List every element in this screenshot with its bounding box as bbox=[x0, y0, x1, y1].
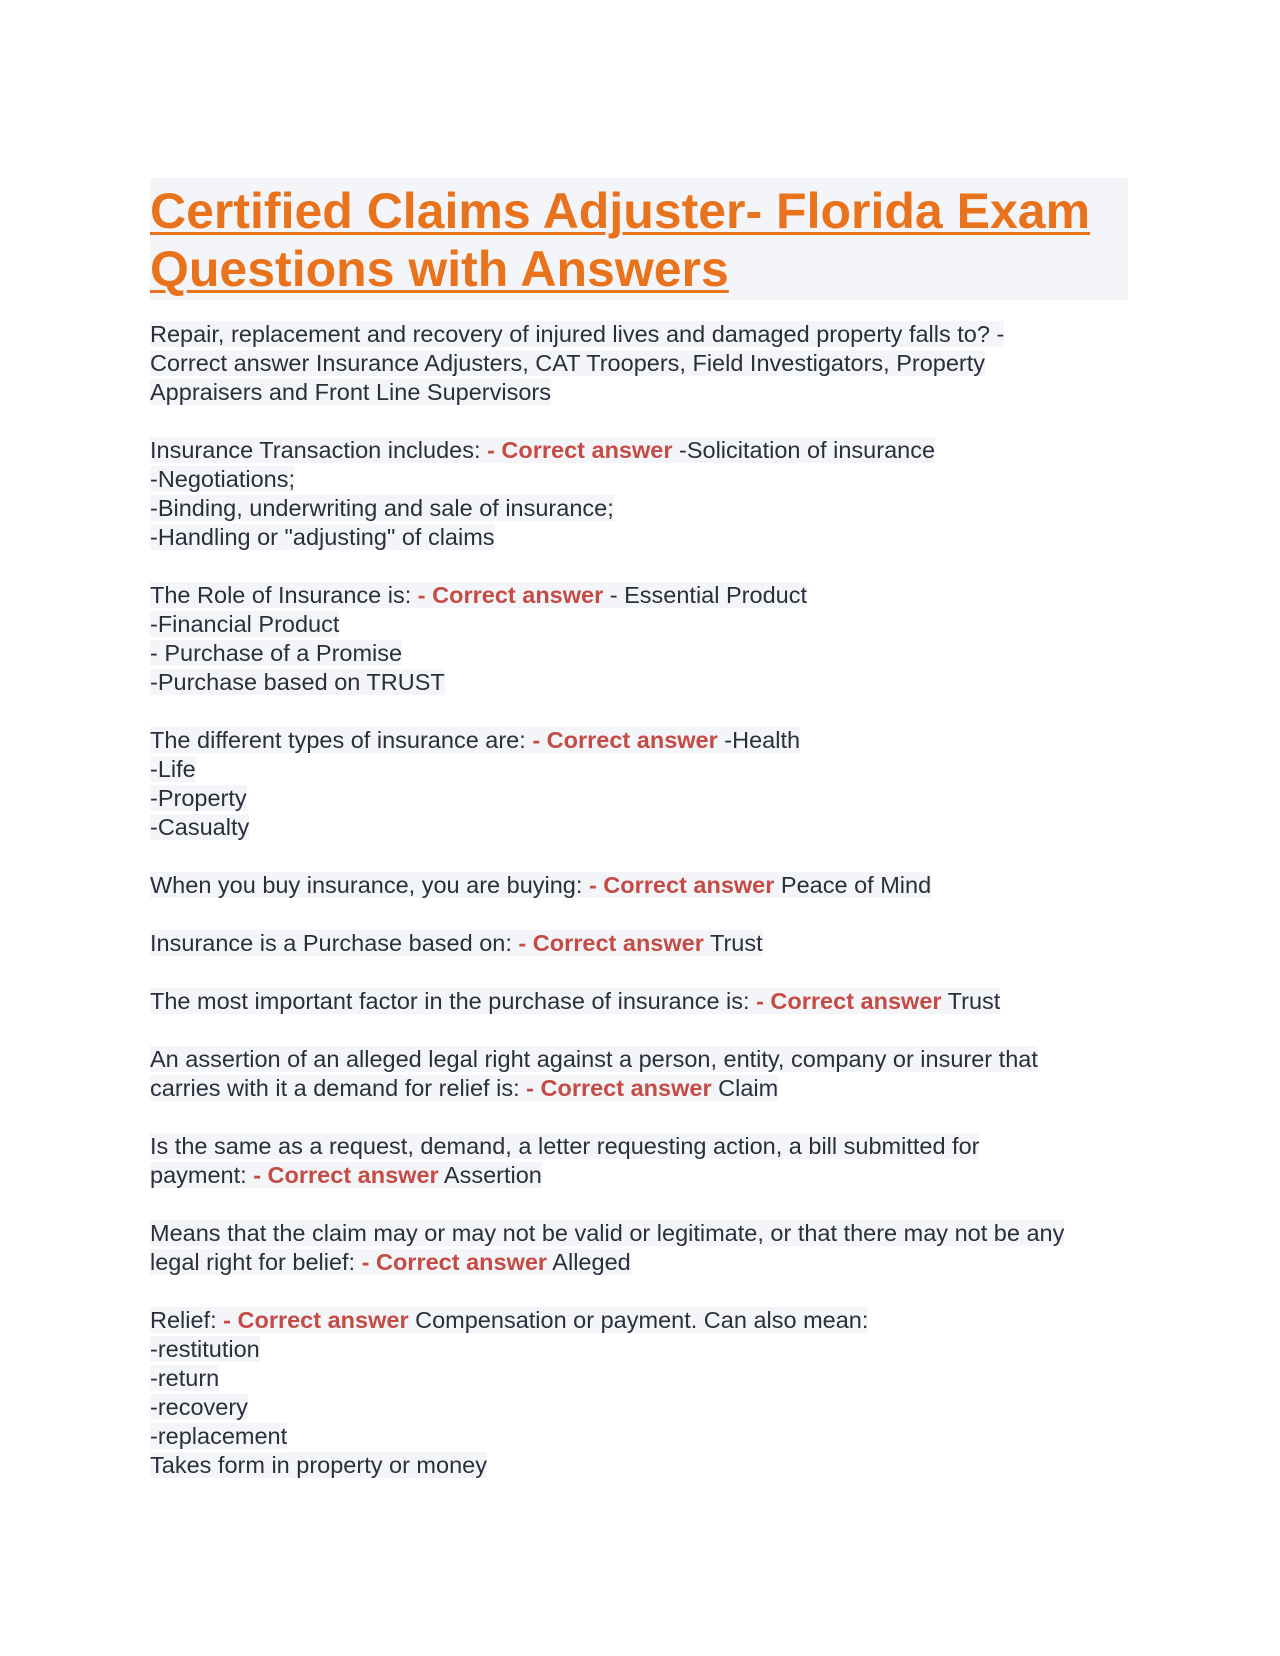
question-text: carries with it a demand for relief is: bbox=[150, 1075, 527, 1101]
question-text: The different types of insurance are: bbox=[150, 727, 533, 753]
question-text: Repair, replacement and recovery of injured lives and damaged property falls to? - bbox=[150, 321, 1005, 347]
correct-answer-marker: - Correct answer bbox=[518, 930, 704, 956]
correct-answer-marker: - Correct answer bbox=[532, 727, 718, 753]
qa-item bbox=[150, 1306, 1128, 1480]
qa-item bbox=[150, 987, 1128, 1016]
qa-item bbox=[150, 581, 1128, 697]
qa-item bbox=[150, 436, 1128, 552]
answer-line: -recovery bbox=[150, 1394, 248, 1420]
answer-line: -replacement bbox=[150, 1423, 288, 1449]
question-text: Insurance Transaction includes: bbox=[150, 437, 488, 463]
answer-text: -Solicitation of insurance bbox=[672, 437, 936, 463]
qa-item bbox=[150, 871, 1128, 900]
correct-answer-marker: - Correct answer bbox=[526, 1075, 712, 1101]
question-text: legal right for belief: bbox=[150, 1249, 362, 1275]
question-text: Correct answer Insurance Adjusters, CAT Troopers, Field Investigators, Property bbox=[150, 350, 986, 376]
qa-item bbox=[150, 1045, 1128, 1103]
answer-line: -Life bbox=[150, 756, 196, 782]
answer-line: -Purchase based on TRUST bbox=[150, 669, 445, 695]
answer-line: - Purchase of a Promise bbox=[150, 640, 403, 666]
answer-line: -Negotiations; bbox=[150, 466, 295, 492]
answer-text: -Health bbox=[717, 727, 801, 753]
qa-item bbox=[150, 1219, 1128, 1277]
answer-line: -restitution bbox=[150, 1336, 260, 1362]
qa-item bbox=[150, 929, 1128, 958]
question-text: Means that the claim may or may not be valid or legitimate, or that there may not be any bbox=[150, 1220, 1065, 1246]
answer-text: Assertion bbox=[438, 1162, 542, 1188]
question-text: The Role of Insurance is: bbox=[150, 582, 418, 608]
question-text: Is the same as a request, demand, a letter requesting action, a bill submitted for bbox=[150, 1133, 980, 1159]
correct-answer-marker: - Correct answer bbox=[223, 1307, 409, 1333]
answer-text: Trust bbox=[941, 988, 1001, 1014]
answer-line: -Financial Product bbox=[150, 611, 340, 637]
qa-item bbox=[150, 726, 1128, 842]
correct-answer-marker: - Correct answer bbox=[588, 872, 775, 898]
answer-text: - Essential Product bbox=[603, 582, 807, 608]
question-text: Appraisers and Front Line Supervisors bbox=[150, 379, 552, 405]
answer-line: -Property bbox=[150, 785, 247, 811]
answer-text: Compensation or payment. Can also mean: bbox=[408, 1307, 869, 1333]
title-block bbox=[150, 178, 1128, 300]
correct-answer-marker: - Correct answer bbox=[253, 1162, 439, 1188]
question-text: The most important factor in the purchase of insurance is: bbox=[150, 988, 757, 1014]
answer-line: -Casualty bbox=[150, 814, 250, 840]
qa-item bbox=[150, 1132, 1128, 1190]
document-page bbox=[150, 178, 1128, 1509]
question-text: An assertion of an alleged legal right against a person, entity, company or insurer that bbox=[150, 1046, 1038, 1072]
question-text: When you buy insurance, you are buying: bbox=[150, 872, 589, 898]
qa-item bbox=[150, 320, 1128, 407]
answer-line: Takes form in property or money bbox=[150, 1452, 487, 1478]
correct-answer-marker: - Correct answer bbox=[361, 1249, 548, 1275]
answer-text: Claim bbox=[711, 1075, 779, 1101]
answer-line: -return bbox=[150, 1365, 220, 1391]
correct-answer-marker: - Correct answer bbox=[487, 437, 673, 463]
question-text: Insurance is a Purchase based on: bbox=[150, 930, 519, 956]
answer-line: -Binding, underwriting and sale of insurance; bbox=[150, 495, 614, 521]
answer-line: -Handling or "adjusting" of claims bbox=[150, 524, 495, 550]
document-title: Certified Claims Adjuster- Florida Exam Questions with Answers bbox=[150, 183, 1091, 297]
question-text: payment: bbox=[150, 1162, 254, 1188]
answer-text: Trust bbox=[703, 930, 763, 956]
answer-text: Alleged bbox=[547, 1249, 631, 1275]
answer-text: Peace of Mind bbox=[774, 872, 932, 898]
correct-answer-marker: - Correct answer bbox=[417, 582, 604, 608]
question-text: Relief: bbox=[150, 1307, 224, 1333]
correct-answer-marker: - Correct answer bbox=[756, 988, 942, 1014]
